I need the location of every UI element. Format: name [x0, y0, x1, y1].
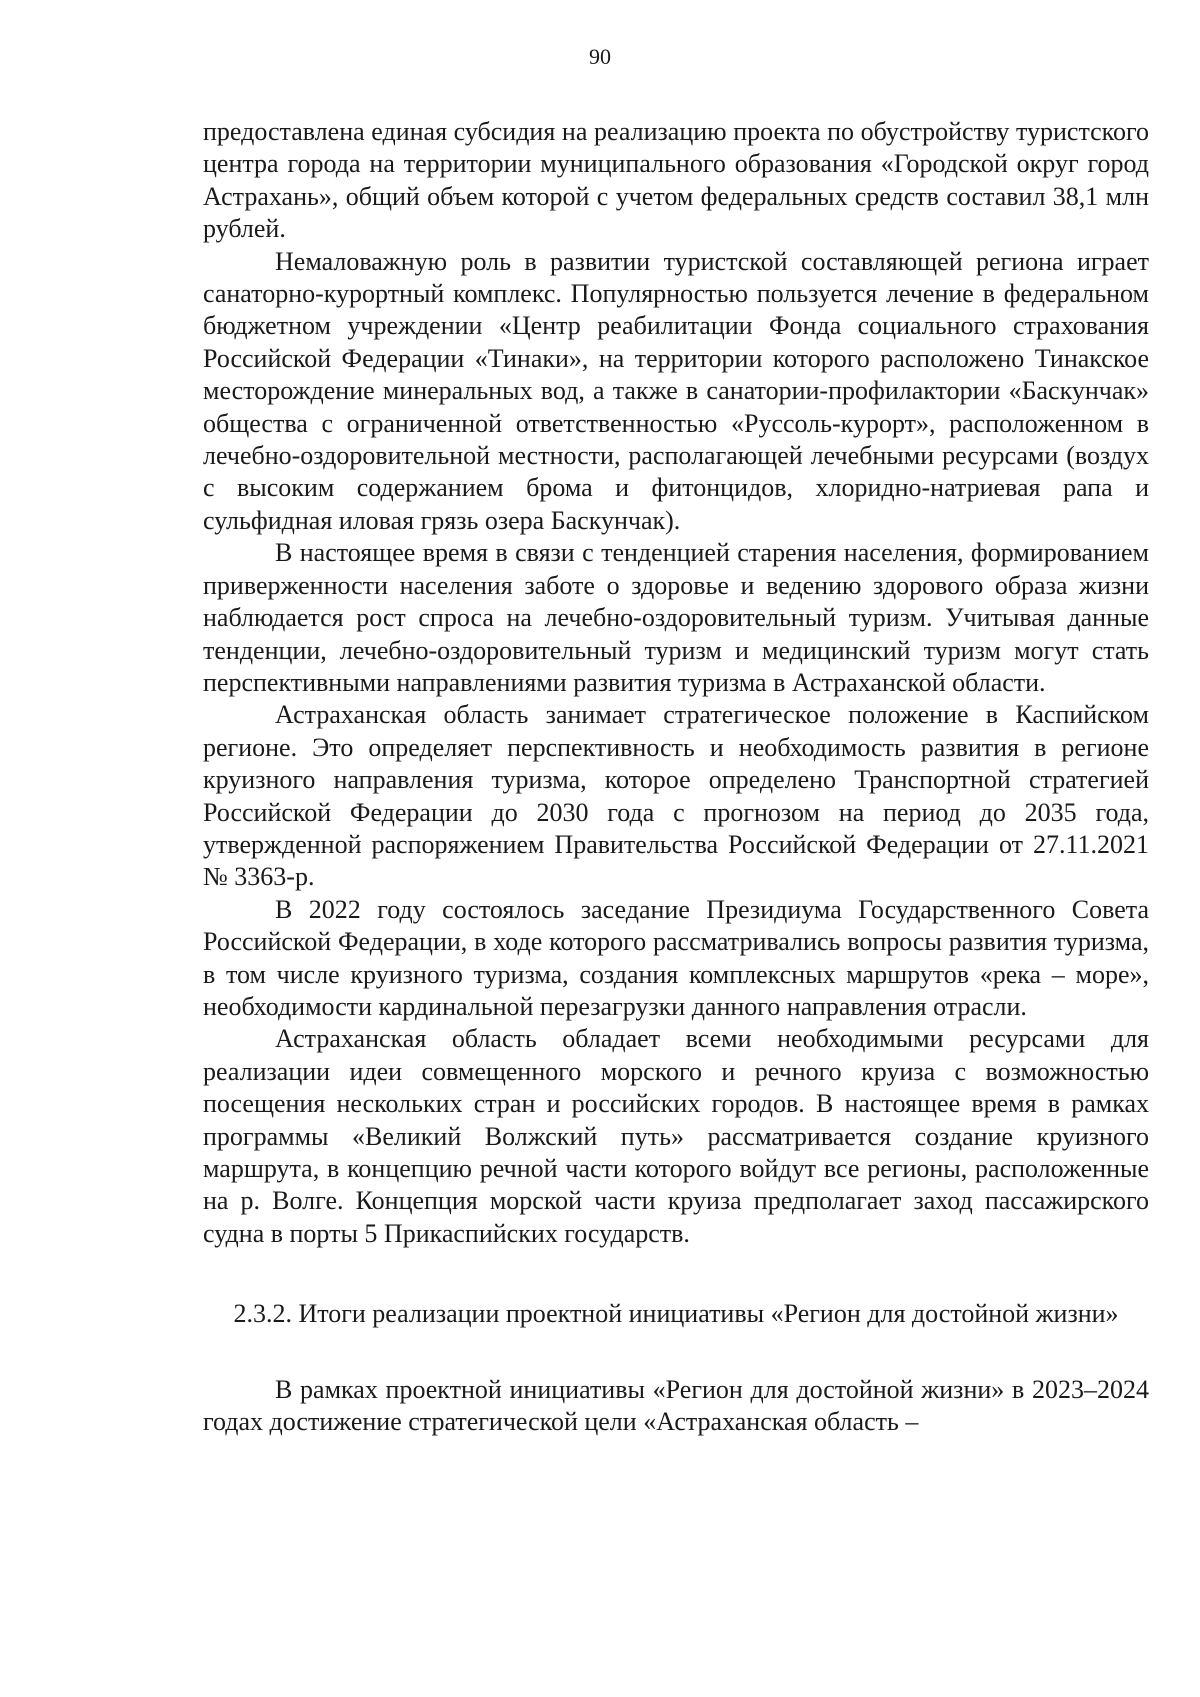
section-heading: 2.3.2. Итоги реализации проектной инициативы «Регион для достойной жизни»: [233, 1299, 1119, 1329]
paragraph-continuation: предоставлена единая субсидия на реализацию проекта по обустройству туристского центра города на территории муниципального образования «Городской округ город Астрахань», общий объем которой с учетом федеральных средств составил 38,1 млн рублей.: [203, 117, 1149, 244]
paragraph-sanatorium: Немаловажную роль в развитии туристской составляющей региона играет санаторно-курортный комплекс. Популярностью пользуется лечение в федеральном бюджетном учреждении «Центр реабилитации Фонда социального страхования Российской Федерации «Тинаки», на территории которого расположено Тинакское месторождение минеральных вод, а также в санатории-профилактории «Баскунчак» общества с ограниченной ответственностью «Руссоль-курорт», расположенном в лечебно-оздоровительной местности, располагающей лечебными ресурсами (воздух с высоким содержанием брома и фитонцидов, хлоридно-натриевая рапа и сульфидная иловая грязь озера Баскунчак).: [203, 246, 1149, 535]
paragraph-initiative: В рамках проектной инициативы «Регион для достойной жизни» в 2023–2024 годах достижение стратегической цели «Астраханская область –: [203, 1374, 1149, 1437]
paragraph-cruise-route: Астраханская область обладает всеми необходимыми ресурсами для реализации идеи совмещенного морского и речного круиза с возможностью посещения нескольких стран и российских городов. В настоящее время в рамках программы «Великий Волжский путь» рассматривается создание круизного маршрута, в концепцию речной части которого войдут все регионы, расположенные на р. Волге. Концепция морской части круиза предполагает заход пассажирского судна в порты 5 Прикаспийских государств.: [203, 1024, 1149, 1248]
paragraph-caspian-region: Астраханская область занимает стратегическое положение в Каспийском регионе. Это определяет перспективность и необходимость развития в регионе круизного направления туризма, которое определено Транспортной стратегией Российской Федерации до 2030 года с прогнозом на период до 2035 года, утвержденной распоряжением Правительства Российской Федерации от 27.11.2021 № 3363-р.: [203, 700, 1149, 892]
page-number: 90: [589, 44, 611, 69]
document-body: [203, 116, 1149, 1438]
paragraph-presidium-2022: В 2022 году состоялось заседание Президиума Государственного Совета Российской Федерации, в ходе которого рассматривались вопросы развития туризма, в том числе круизного туризма, создания комплексных маршрутов «река – море», необходимости кардинальной перезагрузки данного направления отрасли.: [203, 894, 1149, 1021]
paragraph-health-tourism: В настоящее время в связи с тенденцией старения населения, формированием приверженности населения заботе о здоровье и ведению здорового образа жизни наблюдается рост спроса на лечебно-оздоровительный туризм. Учитывая данные тенденции, лечебно-оздоровительный туризм и медицинский туризм могут стать перспективными направлениями развития туризма в Астраханской области.: [203, 538, 1149, 697]
